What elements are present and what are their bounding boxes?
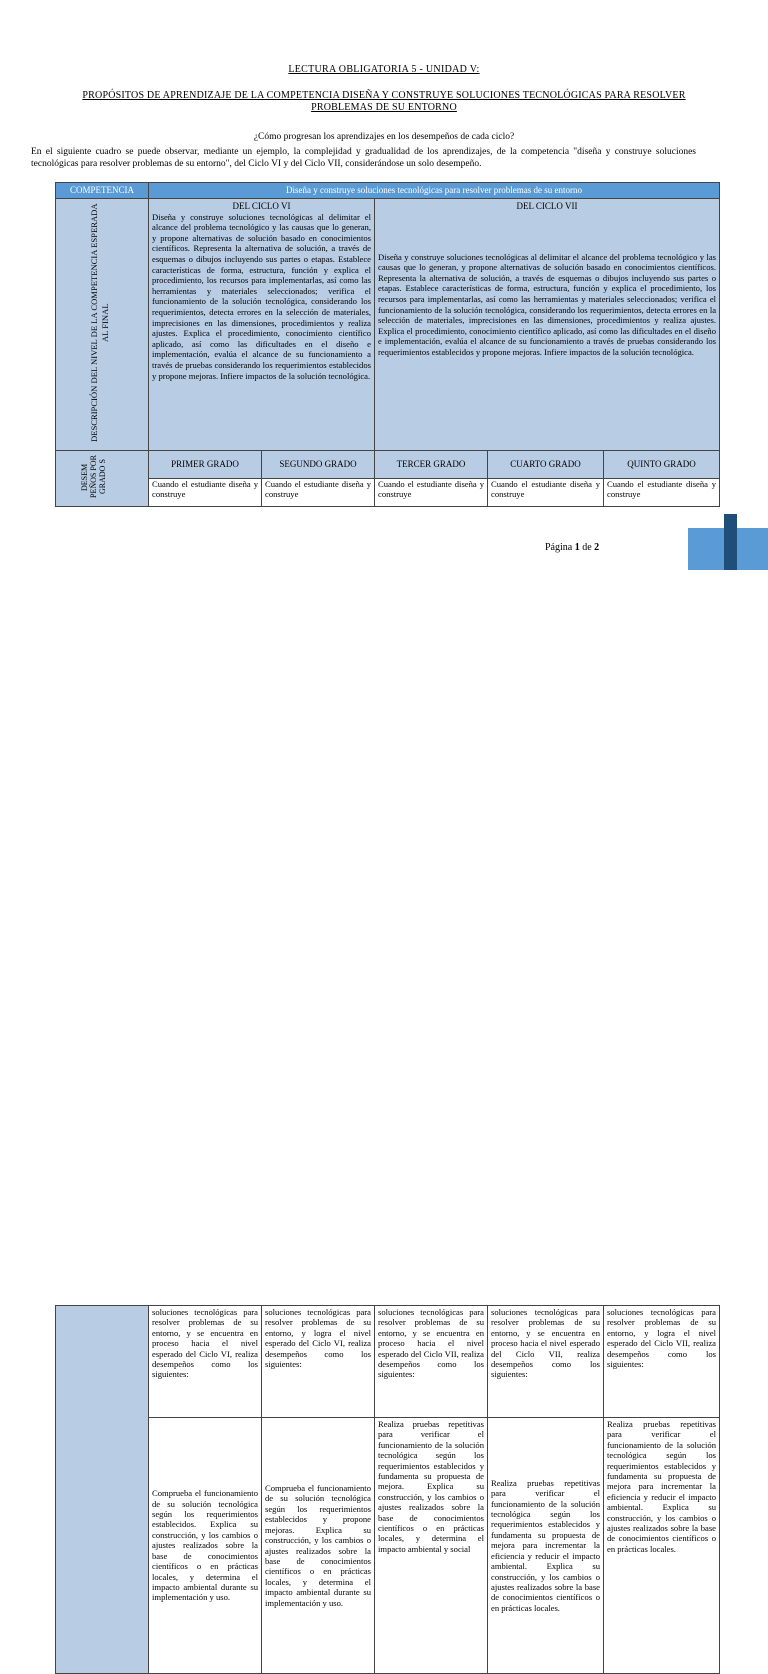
descripcion-label-cell <box>56 199 149 451</box>
desempenos-label-cell <box>56 451 149 507</box>
desempenos-label-continued <box>56 1306 149 1674</box>
grade-start-4: Cuando el estudiante diseña y construye <box>488 478 604 506</box>
grade-desempeno-4: Realiza pruebas repetitivas para verificar el funcionamiento de la solución tecnológica según los requerimientos establecidos y fundamenta su propuesta de mejora para incrementar la eficiencia y reducir el impacto ambiental. Explica su construcción, y los cambios o ajustes realizados sobre la base de conocimientos científicos o en prácticas locales. <box>488 1418 604 1674</box>
grade-start-2: Cuando el estudiante diseña y construye <box>262 478 375 506</box>
ciclo-vii-cell <box>375 199 720 451</box>
purpose-title: PROPÓSITOS DE APRENDIZAJE DE LA COMPETENCIA DISEÑA Y CONSTRUYE SOLUCIONES TECNOLÓGICAS PARA RESOLVER PROBLEMAS DE SU ENTORNO <box>82 90 686 113</box>
grade-intro-5: soluciones tecnológicas para resolver problemas de su entorno, y logra el nivel esperado del Ciclo VII, realiza desempeños como los siguientes: <box>604 1306 720 1418</box>
competencia-value: Diseña y construye soluciones tecnológicas para resolver problemas de su entorno <box>149 183 720 199</box>
grade-desempeno-3: Realiza pruebas repetitivas para verificar el funcionamiento de la solución tecnológica según los requerimientos establecidos y fundamenta su propuesta de mejora. Explica su construcción, y los cambios o ajustes realizados sobre la base de conocimientos científicos o en prácticas locales, y determina el impacto ambiental y social <box>375 1418 488 1674</box>
grade-header-3: TERCER GRADO <box>375 451 488 479</box>
grade-header-5: QUINTO GRADO <box>604 451 720 479</box>
intro-paragraph: En el siguiente cuadro se puede observar, mediante un ejemplo, la complejidad y gradualidad de los aprendizajes, de la competencia "diseña y construye soluciones tecnológicas para resolver problemas de su entorno", del Ciclo VI y del Ciclo VII, considerándose un solo desempeño. <box>31 147 696 169</box>
grade-start-1: Cuando el estudiante diseña y construye <box>149 478 262 506</box>
guiding-question: ¿Cómo progresan los aprendizajes en los desempeños de cada ciclo? <box>253 132 515 142</box>
grade-desempeno-2: Comprueba el funcionamiento de su solución tecnológica según los requerimientos establecidos y propone mejoras. Explica su construcción, y los cambios o ajustes realizados sobre la base de conocimientos científicos o en prácticas locales, y determina el impacto ambiental durante su implementación y uso. <box>262 1418 375 1674</box>
competency-table <box>55 182 720 507</box>
grade-start-3: Cuando el estudiante diseña y construye <box>375 478 488 506</box>
grade-intro-3: soluciones tecnológicas para resolver problemas de su entorno, y se encuentra en proceso hacia el nivel esperado del Ciclo VII, realiza desempeños como los siguientes: <box>375 1306 488 1418</box>
ciclo-vii-title: DEL CICLO VII <box>516 201 578 211</box>
page-gap <box>0 570 768 652</box>
ciclo-vi-title: DEL CICLO VI <box>232 201 291 211</box>
descripcion-label: DESCRIPCIÓN DEL NIVEL DE LA COMPETENCIA ESPERADA AL FINAL <box>89 203 110 443</box>
grade-header-1: PRIMER GRADO <box>149 451 262 479</box>
document-page-2 <box>0 652 768 1613</box>
grade-intro-1: soluciones tecnológicas para resolver problemas de su entorno, y se encuentra en proceso hacia el nivel esperado del Ciclo VI, realiza desempeños como los siguientes: <box>149 1306 262 1418</box>
grade-desempeno-5: Realiza pruebas repetitivas para verificar el funcionamiento de la solución tecnológica según los requerimientos establecidos y fundamenta su propuesta de mejora para incrementar la eficiencia y reducir el impacto ambiental. Explica su construcción, y los cambios o ajustes realizados sobre la base de conocimientos científicos o en prácticas locales. <box>604 1418 720 1674</box>
grade-start-5: Cuando el estudiante diseña y construye <box>604 478 720 506</box>
document-page-1 <box>0 0 768 570</box>
desempenos-table-continued <box>55 1305 720 1674</box>
page-number: Página 1 de 2 <box>545 542 600 553</box>
grade-header-4: CUARTO GRADO <box>488 451 604 479</box>
grade-intro-4: soluciones tecnológicas para resolver problemas de su entorno, y se encuentra en proceso hacia el nivel esperado del Ciclo VII, realiza desempeños como los siguientes: <box>488 1306 604 1418</box>
lecture-title: LECTURA OBLIGATORIA 5 - UNIDAD V: <box>288 64 480 75</box>
ciclo-vii-text: Diseña y construye soluciones tecnológicas al delimitar el alcance del problema tecnológico y las causas que lo generan, y propone alternativas de solución basado en conocimientos científicos. Representa la alternativa de solución, a través de esquemas o dibujos incluyendo sus partes o etapas. Establece características de forma, estructura, función y explica el procedimiento, los recursos para implementarlas, así como las herramientas y materiales seleccionados; verifica el funcionamiento de la solución tecnológica, considerando los requerimientos, detecta errores en la selección de materiales, imprecisiones en las dimensiones, procedimientos y realiza ajustes. Explica el procedimiento, conocimiento científico aplicado, así como las dificultades en el diseño e implementación, evalúa el alcance de su funcionamiento a través de pruebas considerando los requerimientos establecidos y propone mejoras. Infiere impactos de la solución tecnológica. <box>378 251 717 357</box>
grade-header-2: SEGUNDO GRADO <box>262 451 375 479</box>
grade-intro-2: soluciones tecnológicas para resolver problemas de su entorno, y logra el nivel esperado del Ciclo VI, realiza desempeños como los siguientes: <box>262 1306 375 1418</box>
ciclo-vi-cell <box>149 199 375 451</box>
competencia-label: COMPETENCIA <box>56 183 149 199</box>
ciclo-vi-text: Diseña y construye soluciones tecnológicas al delimitar el alcance del problema tecnológico y las causas que lo generan, y propone alternativas de solución basado en conocimientos científicos. Representa la alternativa de solución, a través de esquemas o dibujos incluyendo sus partes o etapas. Establece características de forma, estructura, función y explica el procedimiento, los recursos para implementarlas, así como las herramientas y materiales seleccionados; verifica el funcionamiento de la solución tecnológica, considerando los requerimientos, detecta errores en la selección de materiales, imprecisiones en las dimensiones, procedimientos y realiza ajustes. Explica el procedimiento, conocimiento científico aplicado, así como las dificultades en el diseño e implementación, evalúa el alcance de su funcionamiento a través de pruebas considerando los requerimientos establecidos y propone mejoras. Infiere impactos de la solución tecnológica. <box>152 211 371 381</box>
desempenos-label: DESEM PEÑOS POR GRADO S <box>80 455 107 499</box>
grade-desempeno-1: Comprueba el funcionamiento de su solución tecnológica según los requerimientos establecidos. Explica su construcción, y los cambios o ajustes realizados sobre la base de conocimientos científicos o en prácticas locales, y determina el impacto ambiental durante su implementación y uso. <box>149 1418 262 1674</box>
